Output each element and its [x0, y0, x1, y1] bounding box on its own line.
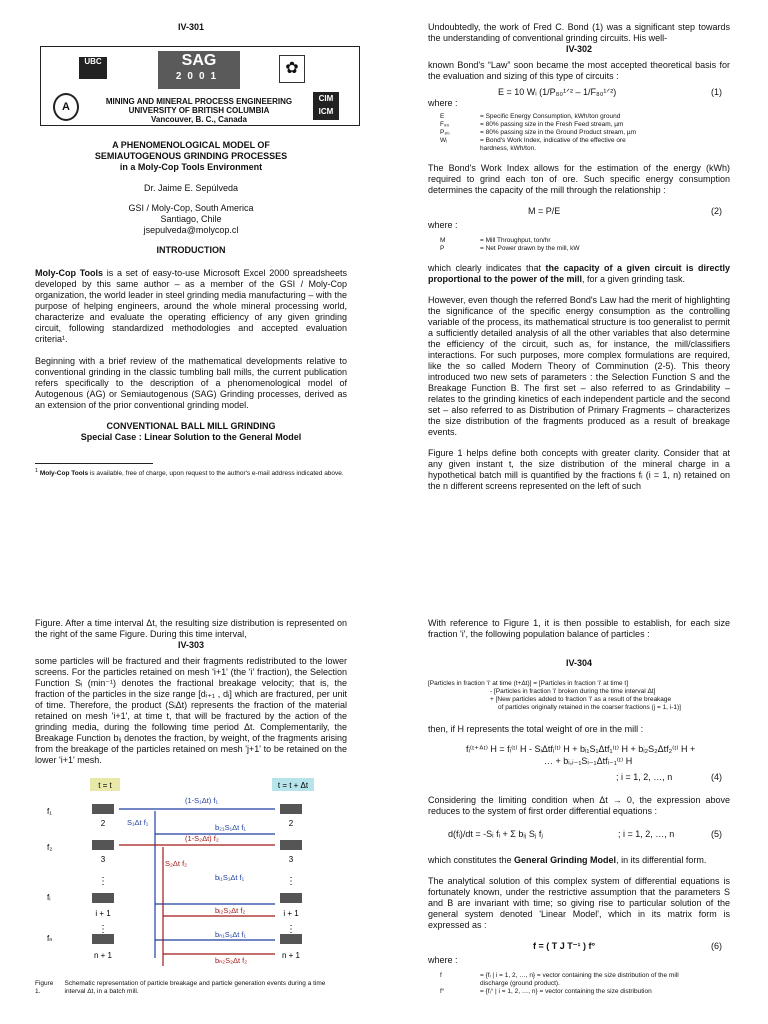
- blue-flows: [119, 809, 275, 958]
- row-label: f₁: [47, 807, 52, 816]
- intro-paragraph-2: Beginning with a brief review of the mathematical developments relative to conventional grinding in the classic tumbling ball mills, the current publication refers specifically to the description of a phenomenological model of Autogenous (AG) or Semiautogenous (SAG) Grinding processes, derived as an extension of the prior conventional grinding model.: [35, 356, 347, 410]
- row-label: fᵢ: [47, 893, 51, 902]
- particle-pile: [92, 934, 114, 944]
- sag-logo: SAG 2001: [158, 51, 240, 89]
- paragraph-total-weight: then, if H represents the total weight of ore in the mill :: [428, 724, 644, 734]
- carryover-text: Figure. After a time interval Δt, the resulting size distribution is represented on the right of the same Figure. During this time interval,: [35, 618, 347, 639]
- section-heading: CONVENTIONAL BALL MILL GRINDING Special Case : Linear Solution to the General Model: [80, 421, 302, 442]
- paragraph-bond-law: known Bond's “Law” soon became the most accepted theoretical basis for the evaluation and sizing of this type of circuits :: [428, 60, 730, 81]
- author: Dr. Jaime E. Sepúlveda: [143, 183, 239, 193]
- population-balance: [Particles in fraction 'i' at time (t+Δt)] = [Particles in fraction 'i' at time t] - [Particles in fraction 'i' broken during the time interval Δt] + [New particles added to fraction 'i' as a result of the breakage of particles originally retained in the coarser fractions (j = 1, i-1)]: [428, 680, 681, 711]
- svg-text:⋮: ⋮: [286, 924, 296, 935]
- definitions-1: E = Specific Energy Consumption, kWh/ton ground F₈₀ = 80% passing size in the Fresh Feed stream, µm P₈₀ = 80% passing size in the Ground Product stream, µm Wᵢ = Bond's Work Index, indicative of the effective ore hardness, kWh/ton.: [440, 113, 637, 152]
- time-label-right: t = t + Δt: [277, 781, 309, 790]
- maple-leaf-icon: ✿: [279, 55, 305, 83]
- particle-pile: [92, 840, 114, 850]
- arrow-label: bₙ₁S₁Δt f₁: [215, 930, 247, 939]
- equation-5: d(fᵢ)/dt = -Sᵢ fᵢ + Σ bᵢⱼ Sⱼ fⱼ ; i = 1, 2, …, n (5): [448, 829, 722, 839]
- mesh-label: i + 1: [95, 909, 111, 918]
- cim-logo: CIM ICM: [313, 92, 339, 120]
- right-screens: [280, 804, 302, 960]
- row-label: f₂: [47, 843, 53, 852]
- definitions-vectors: f = {fᵢ | i = 1, 2, …, n} = vector containing the size distribution of the mill discharge (ground product). f° = {fᵢ° | i = 1, 2, …, n} = vector containing the size distribution: [440, 972, 679, 995]
- footnote: $^1$ Moly-Cop Tools is available, free of charge, upon request to the author's e-mail address indicated above.: [35, 468, 344, 478]
- arrow-label: b₂₁S₁Δt f₁: [215, 823, 246, 832]
- mesh-label: 2: [288, 819, 294, 828]
- arrow-label: S₂Δt f₂: [165, 859, 188, 868]
- time-label-left: t = t: [98, 781, 112, 790]
- page-iv-303: [35, 618, 347, 996]
- paragraph-linear-model: The analytical solution of this complex system of differential equations is fortunately known, under the restrictive assumption that the parameters S and B are invariant with time; so giving rise to particular solution of the general system denoted 'Linear Model', which in its matrix form is expressed as :: [428, 876, 730, 930]
- arrow-label: S₁Δt f₁: [127, 818, 149, 827]
- particle-pile: [92, 893, 114, 903]
- definitions-2: M = Mill Throughput, ton/hr P = Net Power drawn by the mill, kW: [440, 237, 580, 252]
- where-label: where :: [428, 98, 458, 108]
- affiliation: GSI / Moly-Cop, South America Santiago, Chile jsepulveda@molycop.cl: [128, 203, 254, 235]
- page-iv-304: [428, 618, 730, 996]
- intro-paragraph-1: Moly-Cop Tools is a set of easy-to-use Microsoft Excel 2000 spreadsheets developed by this same author – as a member of the GSI / Moly-Cop organization, the world leader in steel grinding media manufacturing – with the purpose of helping engineers, around the whole mineral processing world, characterize and evaluate the operating efficiency of any given grinding circuit, following standardized methodologies and accepted evaluation criteria¹.: [35, 268, 347, 344]
- page-label: IV-304: [565, 658, 593, 668]
- svg-text:⋮: ⋮: [98, 876, 108, 887]
- organization-block: MINING AND MINERAL PROCESS ENGINEERING UNIVERSITY OF BRITISH COLUMBIA Vancouver, B. C., Canada: [105, 97, 293, 124]
- equation-6: f = ( T J T⁻¹ ) f° (6): [533, 941, 722, 951]
- row-label: fₙ: [47, 934, 53, 943]
- mesh-label: 2: [100, 819, 106, 828]
- page-iv-302: [428, 22, 730, 492]
- paragraph-comminution: However, even though the referred Bond's Law had the merit of highlighting the significance of the specific energy consumption as the controlling variable of the process, its mathematical structure is too generalist to permit a sufficiently detailed analysis of all the other variables that also determine the efficiency of the circuit, such as, for instance, the mill/classifiers interactions. For such purposes, more complex formulations are required, like the so called Modern Theory of Comminution (2-5). This theory introduced two new sets of parameters : the Selection Function S and the Breakage Function B. The first set – also referred to as Grindability – relates to the grinding kinetics of each independent particle and the second set – also referred to as Distribution of Primary Fragments – characterizes the size distribution of the fragments produced as a result of breakage events.: [428, 295, 730, 437]
- particle-pile: [280, 893, 302, 903]
- page-label: IV-303: [177, 640, 205, 650]
- a-unit-logo-icon: A: [53, 93, 79, 121]
- particle-pile: [92, 804, 114, 814]
- arrow-label: (1-S₁Δt) f₁: [185, 796, 218, 805]
- mesh-label: n + 1: [93, 951, 113, 960]
- svg-text:⋮: ⋮: [286, 876, 296, 887]
- paragraph-selection-function: some particles will be fractured and their fragments redistributed to the lower screens. For the particles retained on mesh 'i+1' (the 'i' fraction), the Selection Function Sᵢ (min⁻¹) denotes the fractional breakage velocity; that is, the fraction of the particles in the size range [dᵢ₊₁ , dᵢ] which are fractured, per unit of time. Therefore, the product (SᵢΔt) represents the fraction of the material retained on mesh 'i+1', at time t, that will be fractured by the action of the grinding media, during the following time period Δt. Complementarily, the Breakage Function bᵢⱼ denotes the fraction, by weight, of the fragments arising from the breakage of the particles retained on mesh 'j+1' to be retained on the lower 'i+1' mesh.: [35, 656, 347, 765]
- ubc-logo: UBC: [79, 57, 107, 79]
- paper-title: A PHENOMENOLOGICAL MODEL OF SEMIAUTOGENOUS GRINDING PROCESSES in a Moly-Cop Tools Environment: [94, 140, 288, 172]
- svg-text:⋮: ⋮: [98, 924, 108, 935]
- page-label: IV-301: [177, 22, 205, 32]
- page-label: IV-302: [565, 44, 593, 54]
- footnote-separator: [35, 463, 153, 464]
- equation-2: M = P/E (2): [528, 206, 722, 216]
- particle-pile: [280, 840, 302, 850]
- mesh-label: n + 1: [281, 951, 301, 960]
- particle-pile: [280, 934, 302, 944]
- equation-1: E = 10 Wᵢ (1/P₈₀¹ᐟ² – 1/F₈₀¹ᐟ²) (1): [498, 87, 722, 97]
- carryover-text: With reference to Figure 1, it is then possible to establish, for each size fraction 'i', the following population balance of particles :: [428, 618, 730, 639]
- arrow-label: (1-S₂Δt) f₂: [185, 834, 219, 843]
- arrow-label: bᵢ₂S₂Δt f₂: [215, 906, 246, 915]
- mesh-label: 3: [288, 855, 294, 864]
- paragraph-figure-ref: Figure 1 helps define both concepts with greater clarity. Consider that at any given instant t, the size distribution of the mineral charge in a hypothetical batch mill is quantified by the fractions fᵢ (i = 1, n) retained on the n different screens represented on the left of such: [428, 448, 730, 491]
- particle-pile: [280, 804, 302, 814]
- figure-caption: Figure 1. Schematic representation of particle breakage and particle generation events during a time interval Δt, in a batch mill.: [35, 980, 326, 995]
- paragraph-limit: Considering the limiting condition when Δt → 0, the expression above reduces to the system of first order differential equations :: [428, 795, 730, 816]
- figure-1-diagram: [35, 776, 347, 976]
- paragraph-general-model: which constitutes the General Grinding Model, in its differential form.: [428, 855, 707, 865]
- where-label-2: where :: [428, 220, 458, 230]
- carryover-text: Undoubtedly, the work of Fred C. Bond (1) was a significant step towards the understanding of conventional grinding circuits. His well-: [428, 22, 730, 43]
- paragraph-capacity: which clearly indicates that the capacity of a given circuit is directly proportional to the power of the mill, for a given grinding task.: [428, 263, 730, 284]
- conference-banner: [40, 46, 360, 126]
- left-screens: [47, 804, 114, 960]
- mesh-label: 3: [100, 855, 106, 864]
- where-label: where :: [428, 955, 458, 965]
- page-iv-301: [35, 22, 347, 478]
- paragraph-work-index: The Bond's Work Index allows for the estimation of the energy (kWh) required to grind each ton of ore. Such specific energy consumption determines the capacity of the mill through the relationship :: [428, 163, 730, 195]
- arrow-label: bₙ₂S₂Δt f₂: [215, 956, 248, 965]
- intro-heading: INTRODUCTION: [156, 245, 226, 255]
- arrow-label: bᵢ₁S₁Δt f₁: [215, 873, 245, 882]
- mesh-label: i + 1: [283, 909, 299, 918]
- equation-4: fᵢ⁽ᵗ⁺ᐞᵗ⁾ H = fᵢ⁽ᵗ⁾ H - SᵢΔtfᵢ⁽ᵗ⁾ H + bᵢ₁S₁Δtf₁⁽ᵗ⁾ H + bᵢ₂S₂Δtf₂⁽ᵗ⁾ H + … + bᵢ,ᵢ₋₁Sᵢ₋₁Δtfᵢ₋₁⁽ᵗ⁾ H ; i = 1, 2, …, n (4): [466, 744, 722, 782]
- red-flows: [119, 845, 275, 966]
